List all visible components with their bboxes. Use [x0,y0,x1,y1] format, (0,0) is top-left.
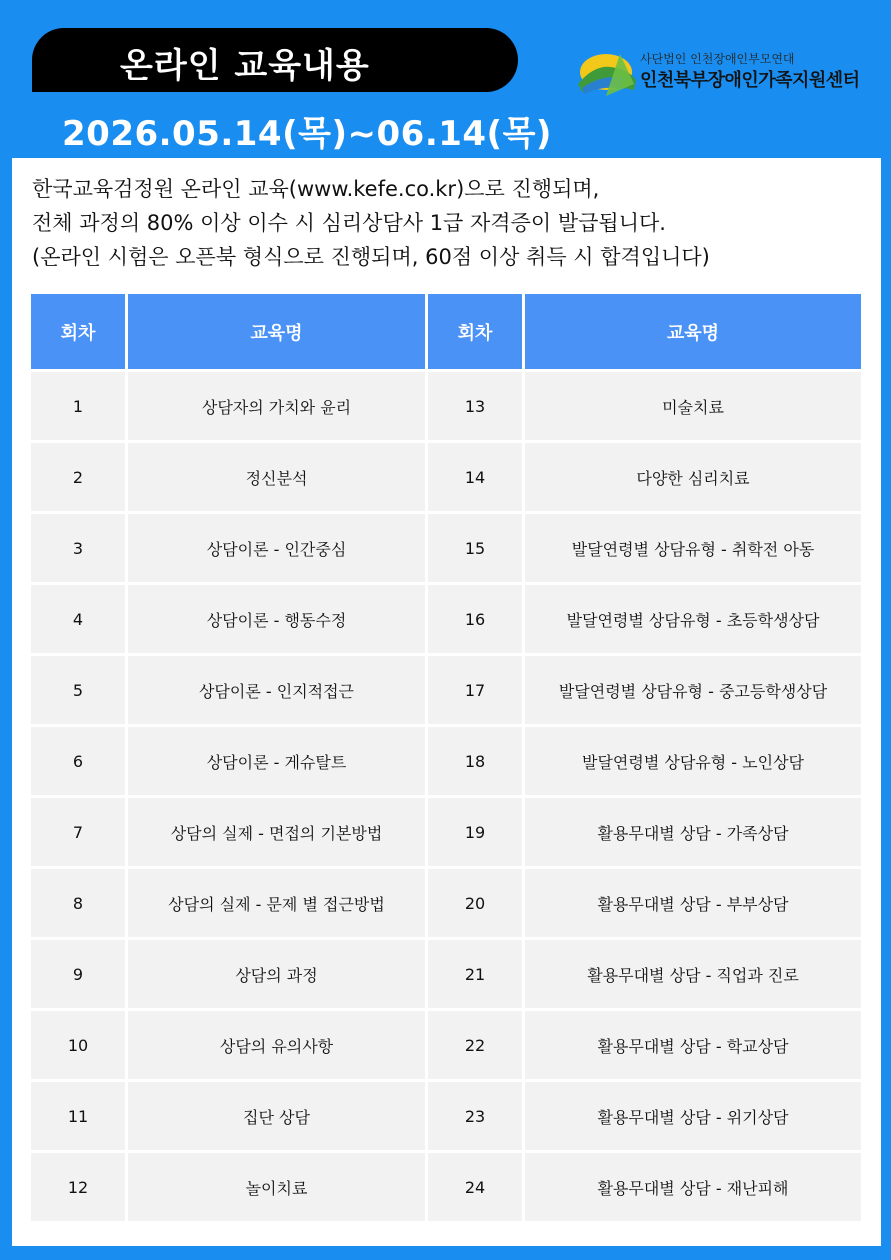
header-session: 회차 [428,294,522,369]
course-name: 상담이론 - 게슈탈트 [128,727,425,795]
course-name: 발달연령별 상담유형 - 취학전 아동 [525,514,861,582]
description [32,172,852,274]
session-number: 4 [31,585,125,653]
course-name: 놀이치료 [128,1153,425,1221]
session-number: 20 [428,869,522,937]
course-name: 활용무대별 상담 - 부부상담 [525,869,861,937]
table-row [31,869,861,937]
course-name: 미술치료 [525,372,861,440]
table-row [31,585,861,653]
course-name: 상담이론 - 행동수정 [128,585,425,653]
table-row [31,514,861,582]
session-number: 21 [428,940,522,1008]
course-name: 활용무대별 상담 - 가족상담 [525,798,861,866]
course-name: 활용무대별 상담 - 위기상담 [525,1082,861,1150]
description-line-2: 전체 과정의 80% 이상 이수 시 심리상담사 1급 자격증이 발급됩니다. [32,211,666,235]
session-number: 2 [31,443,125,511]
date-range: 2026.05.14(목)~06.14(목) [62,114,552,154]
session-number: 18 [428,727,522,795]
table-row [31,656,861,724]
table-row [31,1011,861,1079]
table-header-row [31,294,861,369]
course-name: 활용무대별 상담 - 재난피해 [525,1153,861,1221]
description-line-3: (온라인 시험은 오픈북 형식으로 진행되며, 60점 이상 취득 시 합격입니다) [32,245,710,269]
table-row [31,940,861,1008]
session-number: 9 [31,940,125,1008]
course-name: 상담의 유의사항 [128,1011,425,1079]
course-name: 활용무대별 상담 - 직업과 진로 [525,940,861,1008]
course-name: 발달연령별 상담유형 - 초등학생상담 [525,585,861,653]
course-name: 발달연령별 상담유형 - 중고등학생상담 [525,656,861,724]
table-row [31,372,861,440]
course-name: 상담의 과정 [128,940,425,1008]
table-row [31,1153,861,1221]
schedule-table [28,291,864,1224]
course-name: 상담자의 가치와 윤리 [128,372,425,440]
course-name: 상담의 실제 - 문제 별 접근방법 [128,869,425,937]
course-name: 발달연령별 상담유형 - 노인상담 [525,727,861,795]
session-number: 24 [428,1153,522,1221]
session-number: 5 [31,656,125,724]
page-title: 온라인 교육내용 [120,46,370,86]
session-number: 17 [428,656,522,724]
session-number: 11 [31,1082,125,1150]
session-number: 15 [428,514,522,582]
course-name: 다양한 심리치료 [525,443,861,511]
mountain-sun-logo-icon [576,44,642,100]
session-number: 14 [428,443,522,511]
session-number: 22 [428,1011,522,1079]
course-name: 상담의 실제 - 면접의 기본방법 [128,798,425,866]
session-number: 7 [31,798,125,866]
session-number: 19 [428,798,522,866]
header-session: 회차 [31,294,125,369]
table-row [31,1082,861,1150]
session-number: 1 [31,372,125,440]
description-line-1: 한국교육검정원 온라인 교육(www.kefe.co.kr)으로 진행되며, [32,177,600,201]
table-body [31,372,861,1221]
logo [576,44,866,100]
course-name: 정신분석 [128,443,425,511]
header-course-name: 교육명 [525,294,861,369]
header-course-name: 교육명 [128,294,425,369]
session-number: 13 [428,372,522,440]
session-number: 8 [31,869,125,937]
session-number: 12 [31,1153,125,1221]
session-number: 23 [428,1082,522,1150]
session-number: 3 [31,514,125,582]
table-row [31,798,861,866]
table-row [31,727,861,795]
logo-org-subtitle: 사단법인 인천장애인부모연대 [640,52,795,66]
session-number: 6 [31,727,125,795]
course-name: 집단 상담 [128,1082,425,1150]
table-row [31,443,861,511]
course-name: 상담이론 - 인지적접근 [128,656,425,724]
logo-org-name: 인천북부장애인가족지원센터 [640,70,860,91]
course-name: 활용무대별 상담 - 학교상담 [525,1011,861,1079]
session-number: 16 [428,585,522,653]
session-number: 10 [31,1011,125,1079]
course-name: 상담이론 - 인간중심 [128,514,425,582]
